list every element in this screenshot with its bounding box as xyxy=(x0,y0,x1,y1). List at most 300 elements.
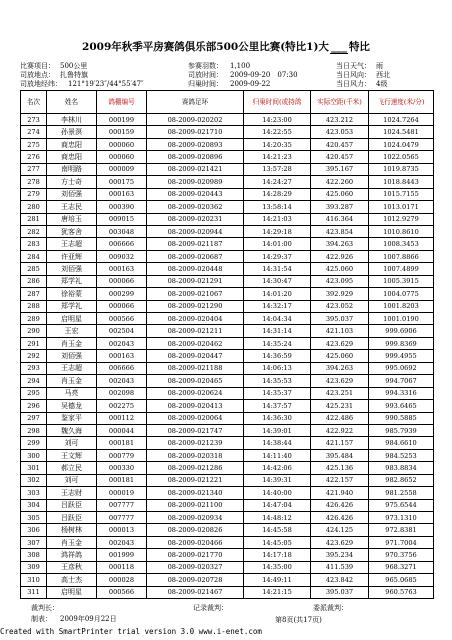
table-row xyxy=(21,462,434,474)
cell-time: 14:30:47 xyxy=(244,275,311,287)
cell-name: 肖玉金 xyxy=(47,536,97,548)
cell-loft: 009015 xyxy=(97,213,147,225)
cell-distance: 423.629 xyxy=(311,375,369,387)
cell-name: 刘佰强 xyxy=(47,188,97,200)
cell-time: 14:36:59 xyxy=(244,350,311,362)
delegate-judge-label: 委派裁判： xyxy=(313,604,348,612)
cell-name: 刘可 xyxy=(47,474,97,486)
cell-distance: 423.629 xyxy=(311,337,369,349)
cell-speed: 1001.8203 xyxy=(369,300,434,312)
cell-ring: 08-2009-020448 xyxy=(147,263,244,275)
cell-name: 王文辉 xyxy=(47,449,97,461)
cell-loft: 009032 xyxy=(97,250,147,262)
cell-time: 14:22:55 xyxy=(244,126,311,138)
cell-name: 刘佰强 xyxy=(47,350,97,362)
made-by: 制表： 2009年09月22日 xyxy=(31,615,117,623)
cell-distance: 392.929 xyxy=(311,288,369,300)
cell-loft: 000390 xyxy=(97,201,147,213)
cell-speed: 984.5253 xyxy=(369,449,434,461)
cell-ring: 08-2009-021770 xyxy=(147,549,244,561)
cell-distance: 395.484 xyxy=(311,449,369,461)
cell-ring: 08-2009-021710 xyxy=(147,126,244,138)
table-body xyxy=(21,114,434,599)
cell-loft: 000019 xyxy=(97,487,147,499)
cell-distance: 426.426 xyxy=(311,512,369,524)
cell-ring: 08-2009-020893 xyxy=(147,138,244,150)
cell-speed: 968.3271 xyxy=(369,561,434,573)
cell-rank: 303 xyxy=(21,487,47,499)
cell-time: 13:57:28 xyxy=(244,163,311,175)
cell-name: 徐裕蒙 xyxy=(47,288,97,300)
cell-ring: 08-2009-020318 xyxy=(147,449,244,461)
cell-time: 14:39:01 xyxy=(244,424,311,436)
cell-loft: 003048 xyxy=(97,225,147,237)
cell-name: 鸿祥鸽 xyxy=(47,549,97,561)
cell-time: 14:21:03 xyxy=(244,213,311,225)
table-row xyxy=(21,213,434,225)
cell-distance: 420.457 xyxy=(311,138,369,150)
table-row xyxy=(21,512,434,524)
cell-rank: 304 xyxy=(21,499,47,511)
cell-rank: 295 xyxy=(21,387,47,399)
cell-speed: 1024.7264 xyxy=(369,114,434,126)
cell-rank: 285 xyxy=(21,263,47,275)
cell-ring: 08-2009-020934 xyxy=(147,512,244,524)
cell-loft: 000163 xyxy=(97,188,147,200)
cell-speed: 1013.0171 xyxy=(369,201,434,213)
cell-time: 14:38:44 xyxy=(244,437,311,449)
cell-distance: 422.926 xyxy=(311,250,369,262)
cell-time: 14:31:54 xyxy=(244,263,311,275)
col-speed-header: 飞行速度(米/分) xyxy=(369,91,434,114)
cell-rank: 276 xyxy=(21,151,47,163)
cell-time: 14:06:13 xyxy=(244,362,311,374)
table-row xyxy=(21,188,434,200)
cell-speed: 1012.9279 xyxy=(369,213,434,225)
title-blank: ___ xyxy=(331,41,347,53)
cell-ring: 08-2009-020465 xyxy=(147,375,244,387)
cell-speed: 1007.4899 xyxy=(369,263,434,275)
cell-speed: 1015.7155 xyxy=(369,188,434,200)
cell-speed: 971.7004 xyxy=(369,536,434,548)
cell-name: 许亚辉 xyxy=(47,250,97,262)
cell-name: 吴德龙 xyxy=(47,400,97,412)
cell-time: 14:01:00 xyxy=(244,238,311,250)
cell-speed: 999.8369 xyxy=(369,337,434,349)
cell-rank: 281 xyxy=(21,213,47,225)
cell-loft: 002043 xyxy=(97,375,147,387)
cell-rank: 278 xyxy=(21,176,47,188)
cell-ring: 08-2009-021340 xyxy=(147,487,244,499)
cell-speed: 1004.0775 xyxy=(369,288,434,300)
cell-rank: 299 xyxy=(21,437,47,449)
table-row xyxy=(21,250,434,262)
cell-speed: 1024.0479 xyxy=(369,138,434,150)
cell-loft: 000044 xyxy=(97,424,147,436)
cell-speed: 994.3316 xyxy=(369,387,434,399)
results-table xyxy=(20,90,434,599)
cell-time: 14:24:27 xyxy=(244,176,311,188)
cell-ring: 08-2009-021747 xyxy=(147,424,244,436)
cell-ring: 08-2009-020687 xyxy=(147,250,244,262)
cell-ring: 08-2009-020202 xyxy=(147,114,244,126)
table-row xyxy=(21,288,434,300)
cell-name: 杨树林 xyxy=(47,524,97,536)
col-name-header: 姓名 xyxy=(47,91,97,114)
table-row xyxy=(21,275,434,287)
cell-rank: 306 xyxy=(21,524,47,536)
cell-distance: 421.940 xyxy=(311,487,369,499)
cell-rank: 293 xyxy=(21,362,47,374)
cell-rank: 289 xyxy=(21,313,47,325)
cell-loft: 000566 xyxy=(97,586,147,598)
cell-loft: 000159 xyxy=(97,126,147,138)
cell-name: 南明路 xyxy=(47,163,97,175)
table-header-row xyxy=(21,91,434,114)
cell-speed: 975.6544 xyxy=(369,499,434,511)
cell-ring: 08-2009-021291 xyxy=(147,275,244,287)
table-row xyxy=(21,313,434,325)
cell-distance: 394.263 xyxy=(311,362,369,374)
table-row xyxy=(21,126,434,138)
info-row-2: 司放地点： 扎鲁特旗 司放时间： 2009-09-20 07:30 当日风向： 西北 xyxy=(20,71,390,79)
cell-rank: 300 xyxy=(21,449,47,461)
cell-speed: 993.6465 xyxy=(369,400,434,412)
table-row xyxy=(21,300,434,312)
cell-distance: 421.103 xyxy=(311,325,369,337)
cell-distance: 425.060 xyxy=(311,350,369,362)
cell-distance: 423.854 xyxy=(311,225,369,237)
cell-time: 14:21:15 xyxy=(244,586,311,598)
cell-loft: 002098 xyxy=(97,387,147,399)
cell-name: 吕跃臣 xyxy=(47,499,97,511)
cell-rank: 310 xyxy=(21,574,47,586)
table-row xyxy=(21,375,434,387)
cell-name: 启明星 xyxy=(47,586,97,598)
cell-loft: 000299 xyxy=(97,288,147,300)
cell-loft: 007777 xyxy=(97,499,147,511)
cell-time: 14:17:18 xyxy=(244,549,311,561)
cell-distance: 411.539 xyxy=(311,561,369,573)
cell-rank: 288 xyxy=(21,300,47,312)
cell-distance: 425.231 xyxy=(311,400,369,412)
info-row-3: 司放地经纬： 121°19′23″/44°55′47″ 归巢时间： 2009-09-22 当日风力： 4级 xyxy=(20,80,388,88)
cell-name: 启明星 xyxy=(47,313,97,325)
cell-time: 14:31:14 xyxy=(244,325,311,337)
cell-loft: 000330 xyxy=(97,462,147,474)
cell-name: 马亮 xyxy=(47,387,97,399)
cell-rank: 308 xyxy=(21,549,47,561)
cell-speed: 973.1310 xyxy=(369,512,434,524)
cell-name: 王志超 xyxy=(47,362,97,374)
cell-distance: 416.364 xyxy=(311,213,369,225)
cell-time: 14:23:00 xyxy=(244,114,311,126)
cell-ring: 08-2009-021239 xyxy=(147,437,244,449)
cell-rank: 307 xyxy=(21,536,47,548)
cell-distance: 423.053 xyxy=(311,126,369,138)
table-row xyxy=(21,424,434,436)
cell-time: 14:45:58 xyxy=(244,524,311,536)
cell-name: 高士杰 xyxy=(47,574,97,586)
cell-distance: 425.060 xyxy=(311,188,369,200)
table-row xyxy=(21,337,434,349)
cell-name: 李林川 xyxy=(47,114,97,126)
cell-name: 王志财 xyxy=(47,487,97,499)
cell-rank: 301 xyxy=(21,462,47,474)
cell-distance: 394.263 xyxy=(311,238,369,250)
table-row xyxy=(21,387,434,399)
recorder-label: 记录裁判： xyxy=(193,604,228,612)
cell-name: 王彦秋 xyxy=(47,561,97,573)
cell-name: 郑学礼 xyxy=(47,275,97,287)
cell-rank: 305 xyxy=(21,512,47,524)
cell-distance: 426.426 xyxy=(311,499,369,511)
cell-distance: 423.251 xyxy=(311,387,369,399)
cell-rank: 275 xyxy=(21,138,47,150)
table-row xyxy=(21,238,434,250)
col-distance-header: 实际空距(千米) xyxy=(311,91,369,114)
col-rank-header: 名次 xyxy=(21,91,47,114)
cell-time: 14:35:37 xyxy=(244,387,311,399)
cell-time: 14:29:37 xyxy=(244,250,311,262)
cell-ring: 08-2009-020462 xyxy=(147,337,244,349)
cell-time: 14:20:35 xyxy=(244,138,311,150)
cell-rank: 280 xyxy=(21,201,47,213)
cell-speed: 1024.5481 xyxy=(369,126,434,138)
table-row xyxy=(21,487,434,499)
col-time-header: 归巢时间(或持鸽 xyxy=(244,91,311,114)
cell-name: 商忠阳 xyxy=(47,151,97,163)
cell-name: 犹客舍 xyxy=(47,225,97,237)
table-row xyxy=(21,176,434,188)
cell-ring: 08-2009-020466 xyxy=(147,536,244,548)
cell-ring: 08-2009-020443 xyxy=(147,188,244,200)
cell-speed: 1008.3453 xyxy=(369,238,434,250)
cell-name: 肖玉金 xyxy=(47,375,97,387)
cell-speed: 999.6906 xyxy=(369,325,434,337)
cell-loft: 000163 xyxy=(97,350,147,362)
cell-ring: 08-2009-020624 xyxy=(147,387,244,399)
cell-loft: 002043 xyxy=(97,337,147,349)
cell-loft: 000175 xyxy=(97,176,147,188)
cell-time: 14:42:06 xyxy=(244,462,311,474)
table-row xyxy=(21,586,434,598)
cell-speed: 972.8381 xyxy=(369,524,434,536)
cell-distance: 425.136 xyxy=(311,462,369,474)
cell-speed: 1019.8735 xyxy=(369,163,434,175)
table-row xyxy=(21,201,434,213)
table-row xyxy=(21,561,434,573)
cell-name: 肖玉金 xyxy=(47,337,97,349)
cell-speed: 1022.0565 xyxy=(369,151,434,163)
cell-time: 14:47:04 xyxy=(244,499,311,511)
info-row-1: 比赛项目： 500公里 参赛羽数： 1,100 当日天气： 雨 xyxy=(20,62,383,70)
table-row xyxy=(21,449,434,461)
cell-time: 14:35:00 xyxy=(244,561,311,573)
cell-time: 14:48:12 xyxy=(244,512,311,524)
chief-judge-label: 裁判长： xyxy=(31,604,59,612)
cell-distance: 423.629 xyxy=(311,536,369,548)
cell-time: 14:11:40 xyxy=(244,449,311,461)
cell-rank: 298 xyxy=(21,424,47,436)
cell-ring: 08-2009-020447 xyxy=(147,350,244,362)
cell-distance: 425.060 xyxy=(311,263,369,275)
cell-name: 王宏 xyxy=(47,325,97,337)
cell-speed: 990.5885 xyxy=(369,412,434,424)
table-row xyxy=(21,437,434,449)
cell-ring: 08-2009-021211 xyxy=(147,325,244,337)
col-ring-header: 赛鸽足环 xyxy=(147,91,244,114)
cell-ring: 08-2009-021467 xyxy=(147,586,244,598)
cell-loft: 000566 xyxy=(97,313,147,325)
cell-loft: 000009 xyxy=(97,163,147,175)
cell-rank: 294 xyxy=(21,375,47,387)
cell-speed: 965.0685 xyxy=(369,574,434,586)
cell-distance: 423.095 xyxy=(311,275,369,287)
table-row xyxy=(21,474,434,486)
cell-speed: 1010.8610 xyxy=(369,225,434,237)
cell-speed: 982.8652 xyxy=(369,474,434,486)
cell-loft: 006666 xyxy=(97,238,147,250)
cell-time: 14:37:57 xyxy=(244,400,311,412)
cell-ring: 08-2009-021221 xyxy=(147,474,244,486)
cell-name: 王志超 xyxy=(47,238,97,250)
cell-loft: 000060 xyxy=(97,151,147,163)
table-row xyxy=(21,549,434,561)
cell-time: 14:35:53 xyxy=(244,375,311,387)
cell-time: 14:01:20 xyxy=(244,288,311,300)
cell-speed: 1005.3915 xyxy=(369,275,434,287)
cell-ring: 08-2009-021100 xyxy=(147,499,244,511)
page-number: 第8页(共17页) xyxy=(275,616,322,624)
cell-name: 吕跃臣 xyxy=(47,512,97,524)
cell-rank: 279 xyxy=(21,188,47,200)
cell-loft: 000779 xyxy=(97,449,147,461)
cell-rank: 274 xyxy=(21,126,47,138)
cell-loft: 000118 xyxy=(97,561,147,573)
cell-ring: 08-2009-020989 xyxy=(147,176,244,188)
cell-ring: 08-2009-021286 xyxy=(147,462,244,474)
col-loft-header: 鸽棚编号 xyxy=(97,91,147,114)
cell-distance: 395.167 xyxy=(311,163,369,175)
cell-ring: 08-2009-020728 xyxy=(147,574,244,586)
cell-ring: 08-2009-020896 xyxy=(147,151,244,163)
cell-rank: 290 xyxy=(21,325,47,337)
cell-speed: 985.7939 xyxy=(369,424,434,436)
cell-speed: 994.7067 xyxy=(369,375,434,387)
cell-time: 14:35:24 xyxy=(244,337,311,349)
cell-ring: 08-2009-020064 xyxy=(147,412,244,424)
page-title: 2009年秋季平房赛鸽俱乐部500公里比赛(特比1)大 ___ 特比 xyxy=(82,41,370,53)
cell-time: 14:29:18 xyxy=(244,225,311,237)
cell-loft: 002043 xyxy=(97,536,147,548)
cell-rank: 284 xyxy=(21,250,47,262)
cell-name: 鉴家平 xyxy=(47,412,97,424)
cell-time: 14:45:05 xyxy=(244,536,311,548)
cell-rank: 311 xyxy=(21,586,47,598)
cell-rank: 309 xyxy=(21,561,47,573)
cell-distance: 395.234 xyxy=(311,549,369,561)
cell-loft: 000163 xyxy=(97,263,147,275)
cell-ring: 08-2009-021188 xyxy=(147,362,244,374)
table-row xyxy=(21,225,434,237)
cell-ring: 08-2009-020826 xyxy=(147,524,244,536)
cell-loft: 002504 xyxy=(97,325,147,337)
cell-speed: 1007.8866 xyxy=(369,250,434,262)
cell-time: 14:21:23 xyxy=(244,151,311,163)
cell-distance: 422.922 xyxy=(311,424,369,436)
table-row xyxy=(21,400,434,412)
cell-loft: 000066 xyxy=(97,300,147,312)
cell-distance: 423.842 xyxy=(311,574,369,586)
table-row xyxy=(21,574,434,586)
cell-rank: 286 xyxy=(21,275,47,287)
cell-speed: 983.8834 xyxy=(369,462,434,474)
table-row xyxy=(21,263,434,275)
cell-name: 唐培玉 xyxy=(47,213,97,225)
cell-speed: 999.4955 xyxy=(369,350,434,362)
cell-rank: 283 xyxy=(21,238,47,250)
cell-loft: 000060 xyxy=(97,138,147,150)
cell-distance: 423.212 xyxy=(311,114,369,126)
cell-distance: 422.260 xyxy=(311,176,369,188)
cell-name: 刘可 xyxy=(47,437,97,449)
cell-distance: 395.037 xyxy=(311,586,369,598)
cell-rank: 292 xyxy=(21,350,47,362)
cell-name: 方士奇 xyxy=(47,176,97,188)
cell-time: 14:28:29 xyxy=(244,188,311,200)
cell-name: 孙景溟 xyxy=(47,126,97,138)
cell-speed: 995.0692 xyxy=(369,362,434,374)
cell-distance: 422.486 xyxy=(311,412,369,424)
table-row xyxy=(21,524,434,536)
cell-loft: 000028 xyxy=(97,574,147,586)
cell-distance: 421.157 xyxy=(311,437,369,449)
cell-rank: 297 xyxy=(21,412,47,424)
table-row xyxy=(21,412,434,424)
cell-ring: 08-2009-020327 xyxy=(147,561,244,573)
cell-speed: 981.2558 xyxy=(369,487,434,499)
table-row xyxy=(21,163,434,175)
cell-rank: 282 xyxy=(21,225,47,237)
cell-rank: 277 xyxy=(21,163,47,175)
cell-ring: 08-2009-021067 xyxy=(147,288,244,300)
cell-rank: 291 xyxy=(21,337,47,349)
cell-name: 郝立民 xyxy=(47,462,97,474)
table-row xyxy=(21,114,434,126)
cell-time: 14:04:34 xyxy=(244,313,311,325)
cell-rank: 296 xyxy=(21,400,47,412)
cell-loft: 000181 xyxy=(97,474,147,486)
cell-loft: 000066 xyxy=(97,275,147,287)
cell-speed: 1018.8443 xyxy=(369,176,434,188)
cell-ring: 08-2009-020231 xyxy=(147,213,244,225)
cell-ring: 08-2009-020944 xyxy=(147,225,244,237)
cell-time: 13:58:14 xyxy=(244,201,311,213)
cell-speed: 1001.0190 xyxy=(369,313,434,325)
cell-name: 郑学礼 xyxy=(47,300,97,312)
cell-ring: 08-2009-021290 xyxy=(147,300,244,312)
table-row xyxy=(21,325,434,337)
cell-time: 14:40:00 xyxy=(244,487,311,499)
cell-name: 商忠阳 xyxy=(47,138,97,150)
cell-speed: 960.5763 xyxy=(369,586,434,598)
cell-ring: 08-2009-020362 xyxy=(147,201,244,213)
cell-ring: 08-2009-020404 xyxy=(147,313,244,325)
cell-loft: 001999 xyxy=(97,549,147,561)
cell-name: 魏久海 xyxy=(47,424,97,436)
cell-distance: 393.287 xyxy=(311,201,369,213)
